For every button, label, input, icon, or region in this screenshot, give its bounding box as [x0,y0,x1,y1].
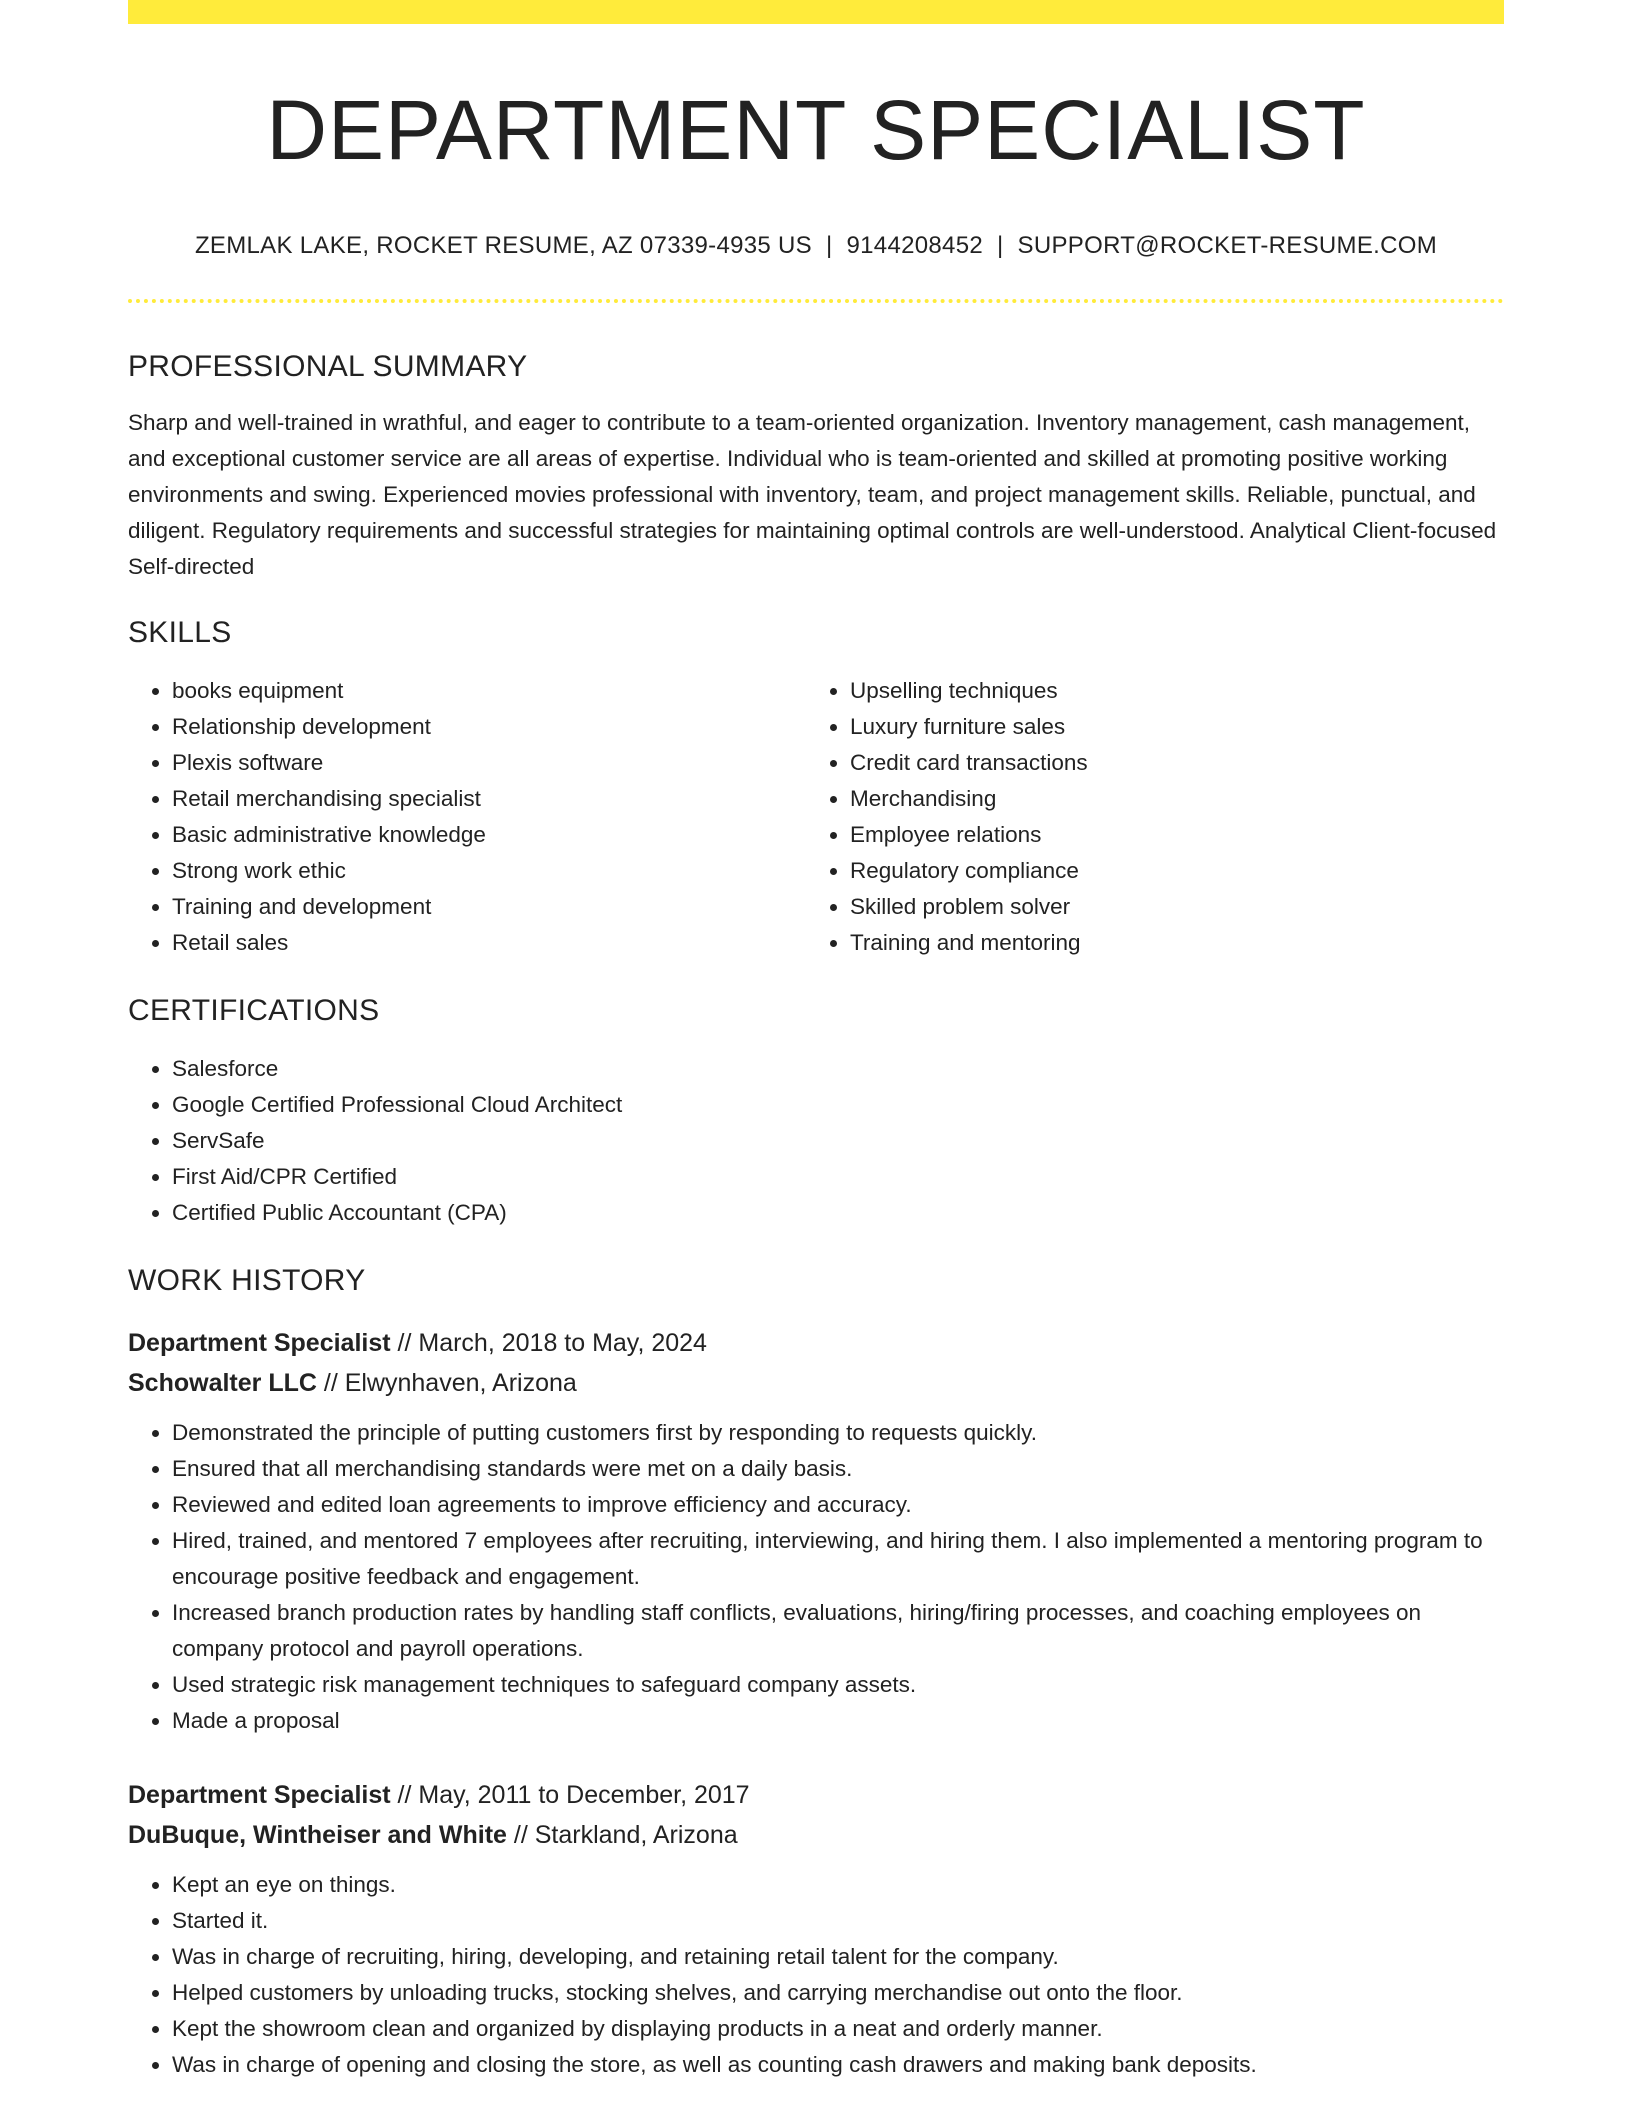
page-title: DEPARTMENT SPECIALIST [266,83,1366,177]
header-divider [128,299,1504,303]
job-dates: // May, 2011 to December, 2017 [390,1781,750,1810]
work-history-heading: WORK HISTORY [128,1264,366,1298]
accent-bar [128,0,1504,24]
job-bullet: • Increased branch production rates by handling staff conflicts, evaluations, hiring/firing processes, and coaching employees on company protocol and payroll operations. [172,1595,1504,1667]
skill-item: • Training and development [172,889,806,925]
job-company-line [128,1815,1504,1855]
skill-item: • Strong work ethic [172,853,806,889]
job-title-line [128,1323,1504,1363]
job-bullet: • Used strategic risk management techniques to safeguard company assets. [172,1667,1504,1703]
certification-item: • First Aid/CPR Certified [172,1159,1504,1195]
job-bullet: • Was in charge of opening and closing the store, as well as counting cash drawers and making bank deposits. [172,2047,1504,2083]
skill-item: • Retail sales [172,925,806,961]
contact-line [128,232,1504,261]
certifications-list [128,1051,1504,1231]
job-bullets [128,1415,1504,1739]
resume-page [128,0,1504,2083]
skill-item: • Luxury furniture sales [850,709,1484,745]
skill-item: • Merchandising [850,781,1484,817]
certifications-heading: CERTIFICATIONS [128,994,380,1028]
contact-email: SUPPORT@ROCKET-RESUME.COM [1017,232,1438,260]
skill-item: • Basic administrative knowledge [172,817,806,853]
certification-item: • Certified Public Accountant (CPA) [172,1195,1504,1231]
job-role: Department Specialist [128,1781,391,1810]
job-bullet: • Reviewed and edited loan agreements to improve efficiency and accuracy. [172,1487,1504,1523]
job-dates: // March, 2018 to May, 2024 [390,1329,707,1358]
job-bullet: • Started it. [172,1903,1504,1939]
job-bullet: • Kept the showroom clean and organized by displaying products in a neat and orderly manner. [172,2011,1504,2047]
job-location: // Elwynhaven, Arizona [316,1369,577,1398]
contact-separator: | [825,232,833,260]
job-bullet: • Hired, trained, and mentored 7 employees after recruiting, interviewing, and hiring them. I also implemented a mentoring program to encourage positive feedback and engagement. [172,1523,1504,1595]
skill-item: • Regulatory compliance [850,853,1484,889]
skills-list-left [128,673,806,961]
skills-column-right [806,673,1484,961]
skill-item: • Training and mentoring [850,925,1484,961]
skill-item: • Relationship development [172,709,806,745]
job-bullet: • Was in charge of recruiting, hiring, developing, and retaining retail talent for the company. [172,1939,1504,1975]
job-company: DuBuque, Wintheiser and White [128,1821,507,1850]
certification-item: • ServSafe [172,1123,1504,1159]
contact-phone: 9144208452 [846,232,983,260]
skills-list-right [806,673,1484,961]
skill-item: • Upselling techniques [850,673,1484,709]
skills-grid [128,673,1504,961]
job-company: Schowalter LLC [128,1369,317,1398]
skills-heading: SKILLS [128,616,232,650]
job-bullet: • Helped customers by unloading trucks, stocking shelves, and carrying merchandise out onto the floor. [172,1975,1504,2011]
summary-heading: PROFESSIONAL SUMMARY [128,350,528,384]
job-title-line [128,1775,1504,1815]
skill-item: • Employee relations [850,817,1484,853]
skill-item: • Skilled problem solver [850,889,1484,925]
contact-address: ZEMLAK LAKE, ROCKET RESUME, AZ 07339-4935 US [194,232,812,260]
skill-item: • Plexis software [172,745,806,781]
job-bullet: • Made a proposal [172,1703,1504,1739]
certification-item: • Google Certified Professional Cloud Architect [172,1087,1504,1123]
job-role: Department Specialist [128,1329,391,1358]
job-location: // Starkland, Arizona [506,1821,738,1850]
skills-column-left [128,673,806,961]
skill-item: • Retail merchandising specialist [172,781,806,817]
job-bullet: • Demonstrated the principle of putting customers first by responding to requests quickly. [172,1415,1504,1451]
job-bullet: • Ensured that all merchandising standards were met on a daily basis. [172,1451,1504,1487]
summary-text: Sharp and well-trained in wrathful, and eager to contribute to a team-oriented organization. Inventory management, cash management, and exceptional customer service are all areas of expertise. Individual who is team-oriented and skilled at promoting positive working environments and swing. Experienced movies professional with inventory, team, and project management skills. Reliable, punctual, and diligent. Regulatory requirements and successful strategies for maintaining optimal controls are well-understood. Analytical Client-focused Self-directed [128,410,1497,580]
contact-separator: | [997,232,1004,260]
skill-item: • Credit card transactions [850,745,1484,781]
certification-item: • Salesforce [172,1051,1504,1087]
job-bullets [128,1867,1504,2083]
job-company-line [128,1363,1504,1403]
skill-item: • books equipment [172,673,806,709]
job-bullet: • Kept an eye on things. [172,1867,1504,1903]
